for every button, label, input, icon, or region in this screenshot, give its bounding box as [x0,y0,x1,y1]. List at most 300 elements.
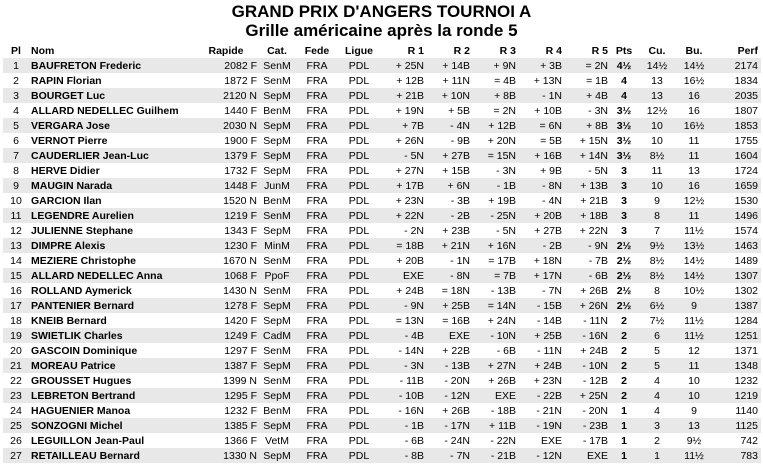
round-3-cell: EXE [473,388,519,403]
table-row [3,283,761,298]
cumulative-cell: 8½ [637,253,677,268]
rating-cell: 1249 F [195,328,257,343]
league-cell: PDL [337,298,381,313]
col-header-r2: R 2 [453,45,470,57]
rank-cell: 5 [3,118,29,133]
rank-cell: 18 [3,313,29,328]
rank-cell: 4 [3,103,29,118]
league-cell: PDL [337,178,381,193]
round-2-cell: - 3B [427,193,473,208]
round-5-cell: + 21B [565,193,611,208]
federation-cell: FRA [297,373,337,388]
performance-cell: 1302 [711,283,761,298]
page-title: GRAND PRIX D'ANGERS TOURNOI A [231,2,532,21]
rank-cell: 25 [3,418,29,433]
federation-cell: FRA [297,193,337,208]
table-row [3,103,761,118]
cumulative-cell: 12½ [637,103,677,118]
round-3-cell: + 20N [473,133,519,148]
round-4-cell: + 13N [519,73,565,88]
league-cell: PDL [337,418,381,433]
category-cell: SepM [257,133,297,148]
performance-cell: 1307 [711,268,761,283]
player-name-cell: ALLARD NEDELLEC Anna [29,268,195,283]
rank-cell: 27 [3,448,29,463]
round-4-cell: - 2B [519,238,565,253]
points-cell: 3½ [611,148,637,163]
category-cell: SenM [257,73,297,88]
round-5-cell: - 3N [565,103,611,118]
col-header-nom: Nom [31,45,55,57]
federation-cell: FRA [297,283,337,298]
cumulative-cell: 13 [637,73,677,88]
round-2-cell: - 8N [427,268,473,283]
round-1-cell: + 20B [381,253,427,268]
league-cell: PDL [337,373,381,388]
cumulative-cell: 3 [637,418,677,433]
rank-cell: 23 [3,388,29,403]
points-cell: 2½ [611,253,637,268]
category-cell: SepM [257,163,297,178]
round-4-cell: + 23N [519,373,565,388]
round-1-cell: + 19N [381,103,427,118]
round-4-cell: - 12N [519,448,565,463]
league-cell: PDL [337,343,381,358]
round-1-cell: - 9N [381,298,427,313]
round-4-cell: + 10B [519,103,565,118]
points-cell: 3 [611,193,637,208]
round-4-cell: + 20B [519,208,565,223]
points-cell: 2 [611,358,637,373]
round-3-cell: - 5N [473,223,519,238]
round-5-cell: + 18B [565,208,611,223]
round-2-cell: - 1N [427,253,473,268]
rating-cell: 1219 F [195,208,257,223]
round-4-cell: + 3B [519,58,565,73]
league-cell: PDL [337,253,381,268]
performance-cell: 1530 [711,193,761,208]
player-name-cell: BOURGET Luc [29,88,195,103]
cumulative-cell: 6½ [637,298,677,313]
buchholz-cell: 11 [677,133,711,148]
cumulative-cell: 8½ [637,148,677,163]
round-5-cell: - 6B [565,268,611,283]
category-cell: SepM [257,298,297,313]
points-cell: 3 [611,223,637,238]
points-cell: 3 [611,163,637,178]
player-name-cell: CAUDERLIER Jean-Luc [29,148,195,163]
col-header-r5: R 5 [591,45,608,57]
round-1-cell: = 18B [381,238,427,253]
points-cell: 1 [611,448,637,463]
round-1-cell: + 22N [381,208,427,223]
category-cell: PpoF [257,268,297,283]
cumulative-cell: 6 [637,328,677,343]
league-cell: PDL [337,148,381,163]
federation-cell: FRA [297,313,337,328]
round-2-cell: - 24N [427,433,473,448]
round-2-cell: = 18N [427,283,473,298]
cumulative-cell: 4 [637,403,677,418]
round-1-cell: - 5N [381,148,427,163]
points-cell: 3½ [611,133,637,148]
buchholz-cell: 9½ [677,433,711,448]
round-4-cell: - 11N [519,343,565,358]
rank-cell: 14 [3,253,29,268]
points-cell: 2½ [611,238,637,253]
round-4-cell: + 16B [519,148,565,163]
table-row [3,268,761,283]
round-2-cell: - 7N [427,448,473,463]
table-row [3,223,761,238]
round-4-cell: + 25B [519,328,565,343]
rating-cell: 1872 F [195,73,257,88]
rating-cell: 1343 F [195,223,257,238]
table-header-row [3,44,761,58]
rank-cell: 21 [3,358,29,373]
performance-cell: 1496 [711,208,761,223]
player-name-cell: DIMPRE Alexis [29,238,195,253]
buchholz-cell: 10 [677,388,711,403]
performance-cell: 1807 [711,103,761,118]
rating-cell: 1900 F [195,133,257,148]
round-1-cell: + 24B [381,283,427,298]
round-1-cell: - 2N [381,223,427,238]
round-4-cell: = 5B [519,133,565,148]
col-header-r3: R 3 [499,45,516,57]
col-header-r1: R 1 [407,45,424,57]
points-cell: 1 [611,403,637,418]
player-name-cell: LEBRETON Bertrand [29,388,195,403]
performance-cell: 1463 [711,238,761,253]
table-row [3,328,761,343]
round-5-cell: + 14N [565,148,611,163]
performance-cell: 1489 [711,253,761,268]
points-cell: 3½ [611,103,637,118]
player-name-cell: VERNOT Pierre [29,133,195,148]
col-header-cu: Cu. [648,45,666,57]
league-cell: PDL [337,133,381,148]
player-name-cell: LEGUILLON Jean-Paul [29,433,195,448]
round-5-cell: EXE [565,448,611,463]
table-row [3,193,761,208]
round-2-cell: + 11N [427,73,473,88]
round-3-cell: + 9N [473,58,519,73]
col-header-fede: Fede [304,45,330,57]
round-3-cell: + 27N [473,358,519,373]
table-row [3,403,761,418]
buchholz-cell: 16 [677,88,711,103]
buchholz-cell: 11½ [677,223,711,238]
round-5-cell: - 12B [565,373,611,388]
buchholz-cell: 13 [677,163,711,178]
round-3-cell: - 18B [473,403,519,418]
round-2-cell: + 5B [427,103,473,118]
round-1-cell: + 25N [381,58,427,73]
cumulative-cell: 8½ [637,268,677,283]
cumulative-cell: 5 [637,358,677,373]
league-cell: PDL [337,328,381,343]
round-2-cell: = 16B [427,313,473,328]
round-2-cell: - 12N [427,388,473,403]
cumulative-cell: 7½ [637,313,677,328]
buchholz-cell: 11 [677,148,711,163]
federation-cell: FRA [297,58,337,73]
table-row [3,313,761,328]
buchholz-cell: 16½ [677,73,711,88]
category-cell: VetM [257,433,297,448]
round-2-cell: - 17N [427,418,473,433]
rating-cell: 1448 F [195,178,257,193]
performance-cell: 742 [711,433,761,448]
rating-cell: 1295 F [195,388,257,403]
round-1-cell: - 10B [381,388,427,403]
performance-cell: 1834 [711,73,761,88]
round-2-cell: + 14B [427,58,473,73]
round-5-cell: + 26N [565,298,611,313]
round-2-cell: + 26B [427,403,473,418]
buchholz-cell: 16 [677,103,711,118]
buchholz-cell: 13 [677,418,711,433]
rating-cell: 1385 F [195,418,257,433]
round-4-cell: - 15B [519,298,565,313]
buchholz-cell: 16½ [677,118,711,133]
round-3-cell: - 25N [473,208,519,223]
round-4-cell: + 9B [519,163,565,178]
cumulative-cell: 11 [637,163,677,178]
buchholz-cell: 14½ [677,268,711,283]
category-cell: SenM [257,283,297,298]
rank-cell: 2 [3,73,29,88]
round-2-cell: - 20N [427,373,473,388]
round-3-cell: = 4B [473,73,519,88]
rank-cell: 8 [3,163,29,178]
buchholz-cell: 12½ [677,193,711,208]
buchholz-cell: 12 [677,343,711,358]
rating-cell: 1068 F [195,268,257,283]
round-3-cell: + 8B [473,88,519,103]
category-cell: MinM [257,238,297,253]
federation-cell: FRA [297,298,337,313]
table-row [3,133,761,148]
rank-cell: 13 [3,238,29,253]
points-cell: 2½ [611,268,637,283]
col-header-bu: Bu. [685,45,703,57]
points-cell: 2 [611,388,637,403]
round-3-cell: - 6B [473,343,519,358]
points-cell: 2 [611,373,637,388]
buchholz-cell: 14½ [677,58,711,73]
round-5-cell: + 22N [565,223,611,238]
round-3-cell: + 26B [473,373,519,388]
table-row [3,208,761,223]
league-cell: PDL [337,238,381,253]
league-cell: PDL [337,73,381,88]
round-5-cell: - 10N [565,358,611,373]
league-cell: PDL [337,208,381,223]
round-4-cell: + 17N [519,268,565,283]
round-1-cell: + 17B [381,178,427,193]
page-subtitle: Grille américaine après la ronde 5 [245,21,518,40]
performance-cell: 1232 [711,373,761,388]
performance-cell: 2174 [711,58,761,73]
col-header-pts: Pts [615,45,633,57]
federation-cell: FRA [297,88,337,103]
rank-cell: 7 [3,148,29,163]
points-cell: 2 [611,328,637,343]
round-5-cell: = 1B [565,73,611,88]
round-3-cell: - 21B [473,448,519,463]
rating-cell: 2120 N [195,88,257,103]
points-cell: 2 [611,313,637,328]
rating-cell: 1278 F [195,298,257,313]
round-3-cell: + 16N [473,238,519,253]
cumulative-cell: 4 [637,388,677,403]
buchholz-cell: 14½ [677,253,711,268]
cumulative-cell: 13 [637,88,677,103]
points-cell: 3 [611,208,637,223]
round-3-cell: - 1B [473,178,519,193]
federation-cell: FRA [297,358,337,373]
rank-cell: 15 [3,268,29,283]
player-name-cell: BAUFRETON Frederic [29,58,195,73]
round-4-cell: - 4N [519,193,565,208]
cumulative-cell: 10 [637,133,677,148]
buchholz-cell: 11 [677,208,711,223]
federation-cell: FRA [297,448,337,463]
round-5-cell: - 20N [565,403,611,418]
player-name-cell: SWIETLIK Charles [29,328,195,343]
player-name-cell: JULIENNE Stephane [29,223,195,238]
performance-cell: 1574 [711,223,761,238]
round-4-cell: - 7N [519,283,565,298]
category-cell: SepM [257,88,297,103]
player-name-cell: ROLLAND Aymerick [29,283,195,298]
rank-cell: 17 [3,298,29,313]
table-row [3,58,761,73]
cumulative-cell: 2 [637,433,677,448]
standings-table [3,44,761,463]
performance-cell: 1604 [711,148,761,163]
points-cell: 3½ [611,118,637,133]
table-row [3,238,761,253]
buchholz-cell: 9 [677,403,711,418]
player-name-cell: LEGENDRE Aurelien [29,208,195,223]
category-cell: SepM [257,313,297,328]
league-cell: PDL [337,388,381,403]
player-name-cell: RETAILLEAU Bernard [29,448,195,463]
federation-cell: FRA [297,118,337,133]
league-cell: PDL [337,268,381,283]
federation-cell: FRA [297,253,337,268]
category-cell: SepM [257,448,297,463]
buchholz-cell: 11½ [677,448,711,463]
buchholz-cell: 16 [677,178,711,193]
category-cell: SenM [257,58,297,73]
table-row [3,148,761,163]
league-cell: PDL [337,163,381,178]
round-4-cell: - 19N [519,418,565,433]
performance-cell: 1125 [711,418,761,433]
buchholz-cell: 11½ [677,328,711,343]
round-2-cell: + 27B [427,148,473,163]
round-2-cell: - 4N [427,118,473,133]
rating-cell: 2030 N [195,118,257,133]
round-1-cell: + 23N [381,193,427,208]
round-4-cell: + 27B [519,223,565,238]
rank-cell: 3 [3,88,29,103]
round-2-cell: - 2B [427,208,473,223]
player-name-cell: HAGUENIER Manoa [29,403,195,418]
round-5-cell: + 8B [565,118,611,133]
performance-cell: 1348 [711,358,761,373]
federation-cell: FRA [297,328,337,343]
cumulative-cell: 5 [637,343,677,358]
points-cell: 2 [611,343,637,358]
rating-cell: 1420 F [195,313,257,328]
round-2-cell: + 6N [427,178,473,193]
rank-cell: 19 [3,328,29,343]
league-cell: PDL [337,223,381,238]
player-name-cell: KNEIB Bernard [29,313,195,328]
category-cell: SepM [257,388,297,403]
federation-cell: FRA [297,223,337,238]
points-cell: 4½ [611,58,637,73]
col-header-perf: Perf [737,45,758,57]
round-3-cell: - 10N [473,328,519,343]
round-3-cell: = 15N [473,148,519,163]
rank-cell: 26 [3,433,29,448]
round-1-cell: + 26N [381,133,427,148]
round-1-cell: = 13N [381,313,427,328]
category-cell: SepM [257,148,297,163]
federation-cell: FRA [297,388,337,403]
category-cell: SepM [257,418,297,433]
player-name-cell: GROUSSET Hugues [29,373,195,388]
league-cell: PDL [337,103,381,118]
round-5-cell: + 13B [565,178,611,193]
federation-cell: FRA [297,178,337,193]
round-1-cell: + 21B [381,88,427,103]
buchholz-cell: 10½ [677,283,711,298]
round-4-cell: - 1N [519,88,565,103]
rating-cell: 1670 N [195,253,257,268]
points-cell: 2½ [611,298,637,313]
player-name-cell: GASCOIN Dominique [29,343,195,358]
league-cell: PDL [337,433,381,448]
category-cell: BenM [257,103,297,118]
round-5-cell: - 11N [565,313,611,328]
league-cell: PDL [337,118,381,133]
performance-cell: 2035 [711,88,761,103]
table-row [3,88,761,103]
table-row [3,448,761,463]
round-4-cell: - 21N [519,403,565,418]
points-cell: 2½ [611,283,637,298]
round-5-cell: - 9N [565,238,611,253]
category-cell: JunM [257,178,297,193]
rating-cell: 2082 F [195,58,257,73]
buchholz-cell: 11 [677,358,711,373]
round-1-cell: - 1B [381,418,427,433]
round-4-cell: + 24B [519,358,565,373]
performance-cell: 1724 [711,163,761,178]
round-1-cell: - 14N [381,343,427,358]
federation-cell: FRA [297,418,337,433]
federation-cell: FRA [297,133,337,148]
round-4-cell: = 6N [519,118,565,133]
round-5-cell: + 25N [565,388,611,403]
